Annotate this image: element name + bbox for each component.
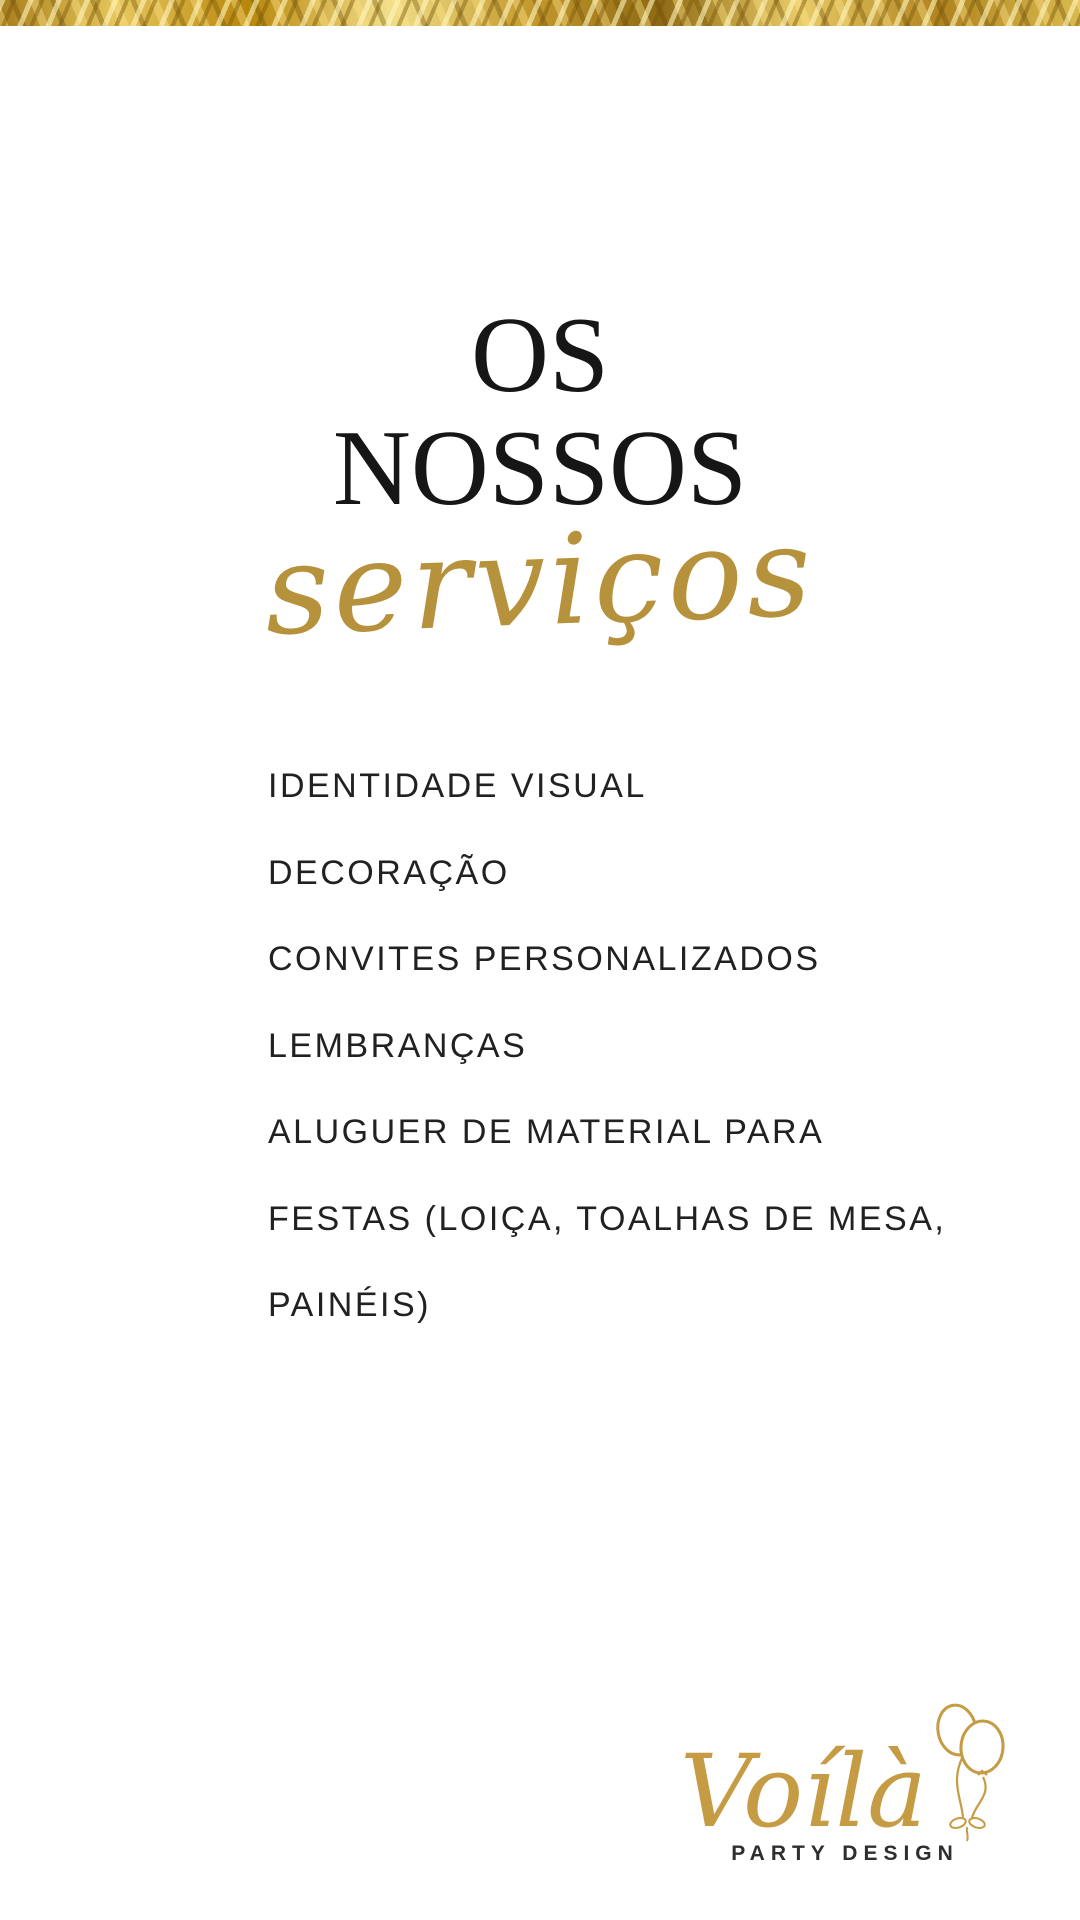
service-item: IDENTIDADE VISUAL xyxy=(268,767,647,805)
page-title-line1: OS xyxy=(470,296,610,415)
service-item: CONVITES PERSONALIZADOS xyxy=(268,940,821,978)
service-item: DECORAÇÃO xyxy=(268,853,510,892)
page-title-line2: NOSSOS xyxy=(332,409,748,528)
service-item: LEMBRANÇAS xyxy=(268,1026,528,1065)
service-item: ALUGUER DE MATERIAL PARA FESTAS (LOIÇA, TOALHAS DE MESA, PAINÉIS) xyxy=(268,1113,947,1324)
brand-logo xyxy=(660,1690,1050,1905)
page-title xyxy=(0,296,1080,528)
services-list xyxy=(268,743,968,1349)
gold-foil-strip xyxy=(0,0,1080,26)
page-title-script-word: serviços xyxy=(262,499,818,664)
brand-name: Voílà xyxy=(680,1733,927,1850)
brand-tagline: PARTY DESIGN xyxy=(731,1842,959,1865)
balloons-icon xyxy=(930,1700,1010,1845)
